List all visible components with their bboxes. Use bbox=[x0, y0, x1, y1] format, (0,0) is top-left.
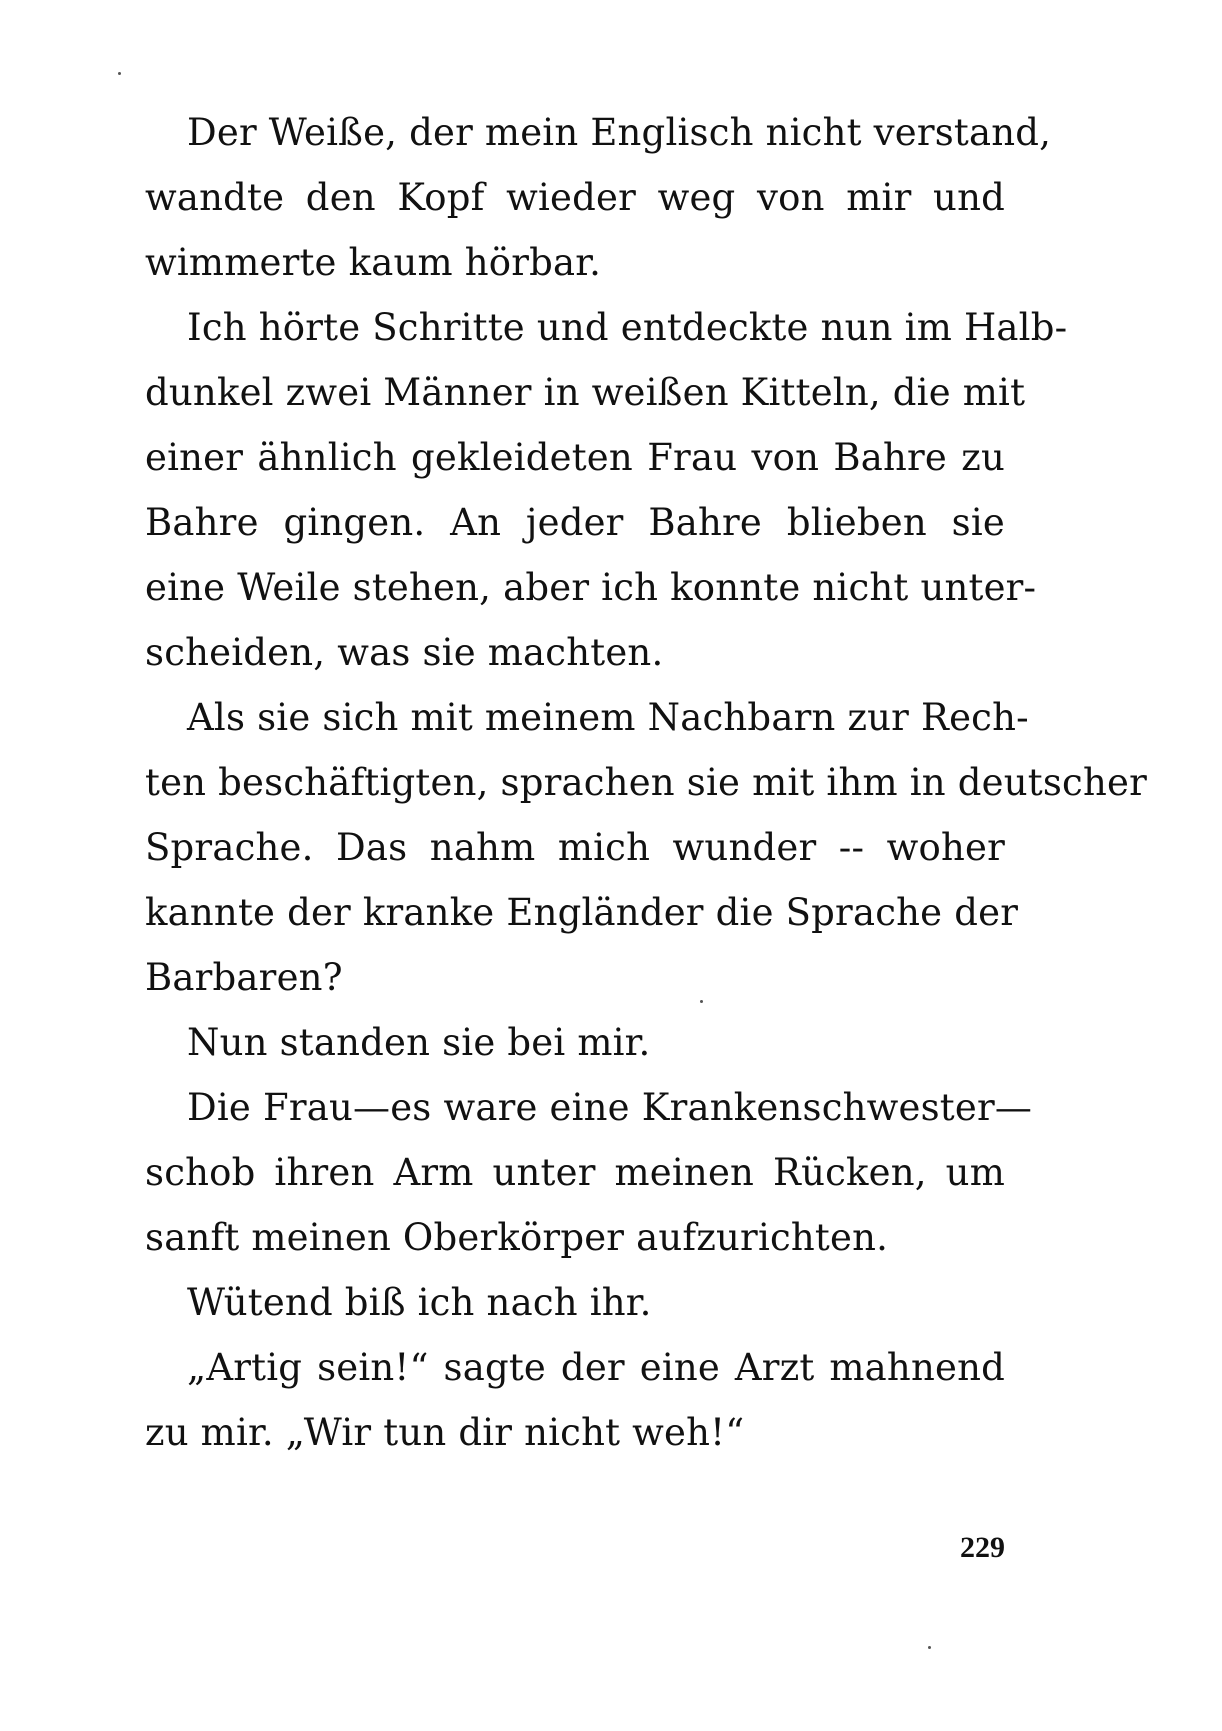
text-line: einer ähnlich gekleideten Frau von Bahre zu bbox=[145, 436, 1005, 479]
text-line: sanft meinen Oberkörper aufzurichten. bbox=[145, 1216, 889, 1259]
text-line: ten beschäftigten, sprachen sie mit ihm in deutscher bbox=[145, 761, 1147, 804]
text-line: schob ihren Arm unter meinen Rücken, um bbox=[145, 1151, 1005, 1194]
page-number: 229 bbox=[960, 1531, 1005, 1564]
text-line: Die Frau—es ware eine Krankenschwester— bbox=[187, 1086, 1033, 1129]
text-line: Barbaren? bbox=[145, 956, 343, 999]
text-line: Bahre gingen. An jeder Bahre blieben sie bbox=[145, 501, 1005, 544]
text-line: eine Weile stehen, aber ich konnte nicht unter- bbox=[145, 566, 1037, 609]
print-speck bbox=[928, 1646, 931, 1649]
text-line: Nun standen sie bei mir. bbox=[187, 1021, 651, 1064]
text-line: Wütend biß ich nach ihr. bbox=[187, 1281, 652, 1324]
text-line: Ich hörte Schritte und entdeckte nun im Halb- bbox=[187, 306, 1068, 349]
text-line: Als sie sich mit meinem Nachbarn zur Rech- bbox=[187, 696, 1029, 739]
text-line: Der Weiße, der mein Englisch nicht verstand, bbox=[187, 111, 1052, 154]
text-line: wimmerte kaum hörbar. bbox=[145, 241, 602, 284]
text-line: scheiden, was sie machten. bbox=[145, 631, 664, 674]
text-line: „Artig sein!“ sagte der eine Arzt mahnend bbox=[187, 1346, 1005, 1389]
text-line: kannte der kranke Engländer die Sprache der bbox=[145, 891, 1019, 934]
text-line: dunkel zwei Männer in weißen Kitteln, die mit bbox=[145, 371, 1026, 414]
text-line: Sprache. Das nahm mich wunder -- woher bbox=[145, 826, 1005, 869]
print-speck bbox=[118, 72, 121, 75]
text-line: zu mir. „Wir tun dir nicht weh!“ bbox=[145, 1411, 745, 1454]
body-text bbox=[145, 100, 1147, 1465]
print-speck bbox=[700, 1000, 703, 1003]
text-line: wandte den Kopf wieder weg von mir und bbox=[145, 176, 1005, 219]
